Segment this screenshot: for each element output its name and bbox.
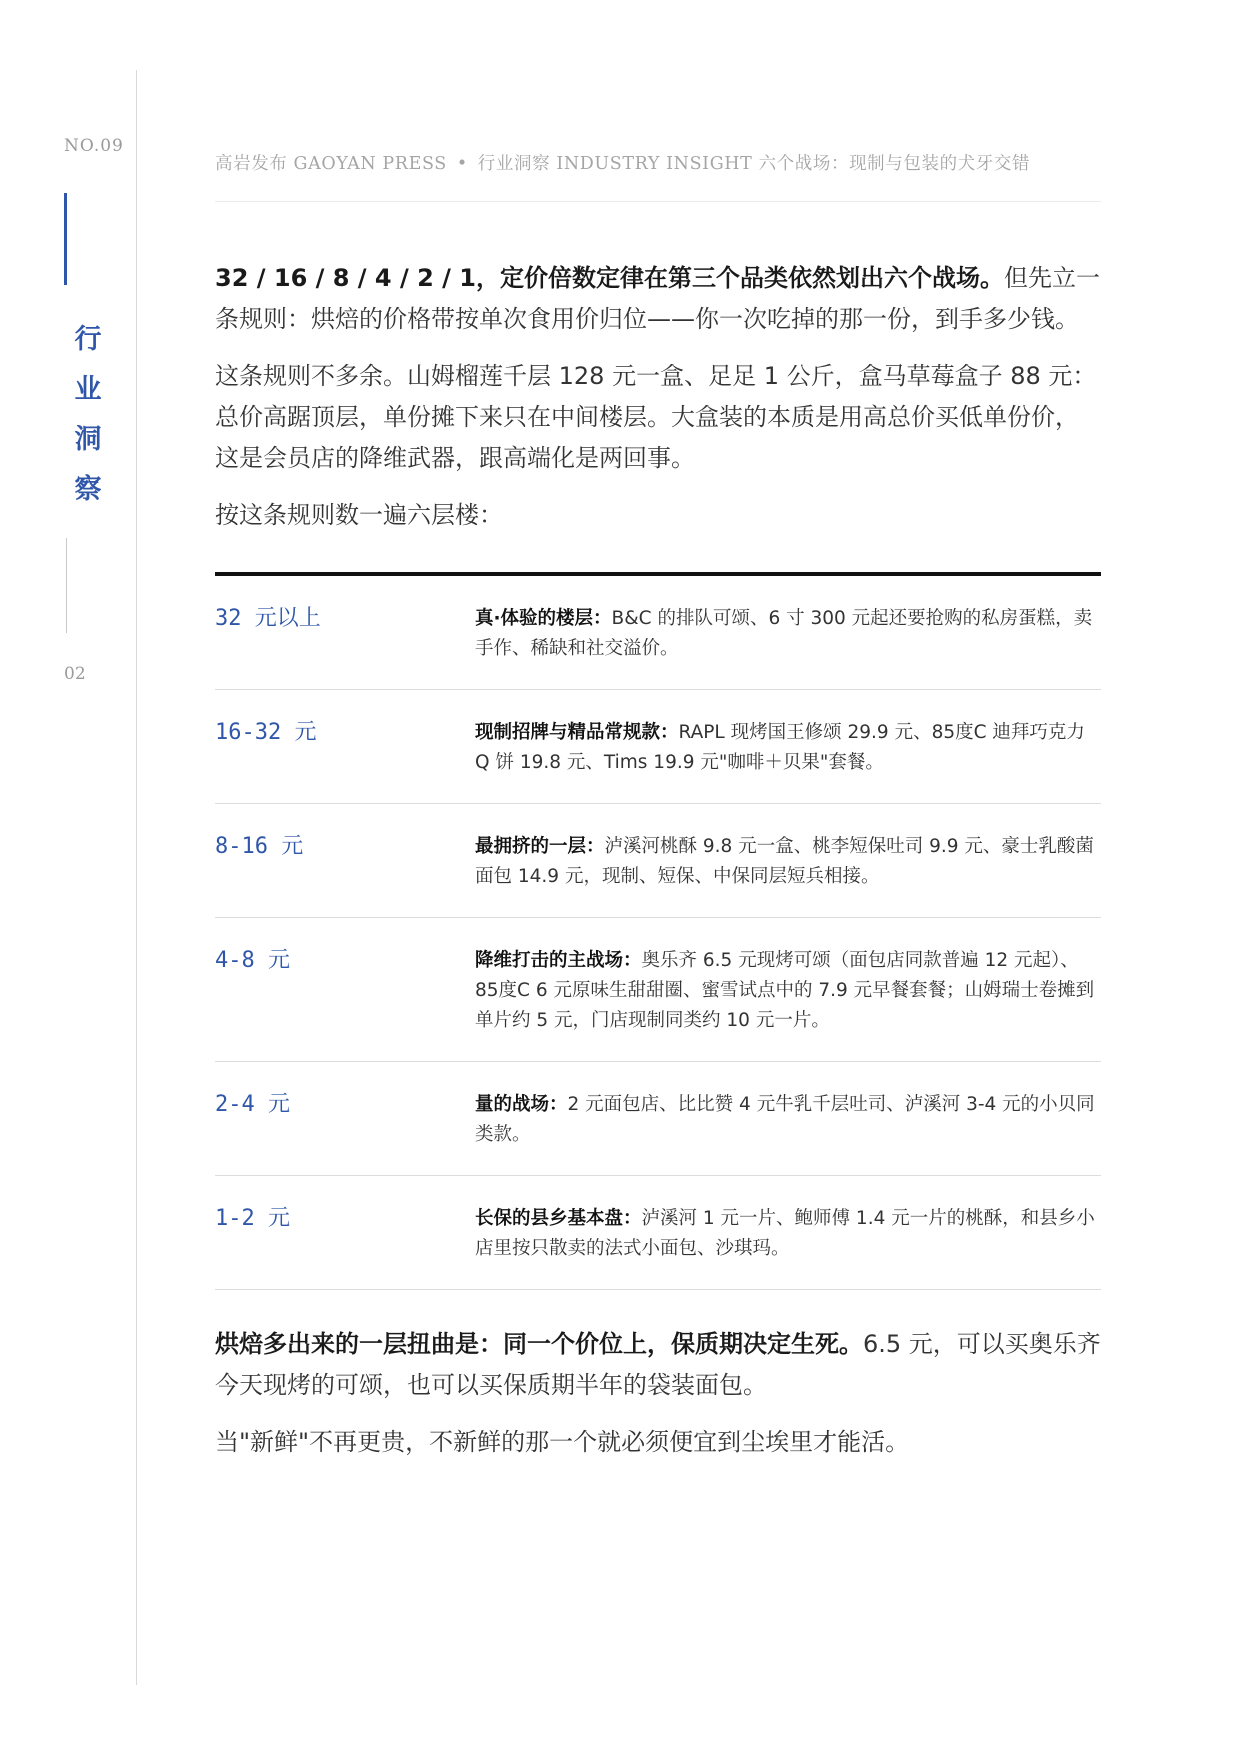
- article-body: [215, 258, 1101, 1479]
- section-char: 洞: [74, 424, 102, 455]
- accent-bar: [64, 193, 67, 285]
- page-margin-rule: [136, 70, 137, 1685]
- tier-description: [475, 718, 1101, 778]
- tier-text: 2 元面包店、比比赞 4 元牛乳千层吐司、泸溪河 3-4 元的小贝同类款。: [475, 1094, 1095, 1145]
- intro-paragraph: [215, 258, 1101, 340]
- tier-description: [475, 1204, 1101, 1264]
- section-char: 业: [74, 374, 102, 405]
- tier-row: [215, 1062, 1101, 1176]
- tier-row: [215, 690, 1101, 804]
- tier-price: 1-2 元: [215, 1206, 290, 1231]
- rule-paragraph: 这条规则不多余。山姆榴莲千层 128 元一盒、足足 1 公斤，盒马草莓盒子 88 元：总价高踞顶层，单份摊下来只在中间楼层。大盒装的本质是用高总价买低单份价，这是会员店的降维武器，跟高端化是两回事。: [215, 362, 1097, 472]
- divider-bar: [66, 538, 67, 633]
- price-tier-table: [215, 576, 1101, 1290]
- header-separator: •: [456, 154, 468, 174]
- tier-description: [475, 946, 1101, 1036]
- tier-row: [215, 1176, 1101, 1290]
- running-header: [215, 150, 1101, 175]
- tier-title: 最拥挤的一层：: [475, 836, 605, 857]
- tier-price: 8-16 元: [215, 834, 304, 859]
- tier-description: [475, 832, 1101, 892]
- tier-title: 现制招牌与精品常规款：: [475, 722, 679, 743]
- tier-text: 奥乐齐 6.5 元现烤可颂（面包店同款普遍 12 元起）、85度C 6 元原味生甜甜圈、蜜雪试点中的 7.9 元早餐套餐；山姆瑞士卷摊到单片约 5 元，门店现制同类约 10 元一片。: [475, 950, 1095, 1031]
- tier-text: B&C 的排队可颂、6 寸 300 元起还要抢购的私房蛋糕，卖手作、稀缺和社交溢价。: [475, 608, 1093, 659]
- tier-price: 32 元以上: [215, 606, 321, 631]
- section-label-vertical: [64, 315, 112, 515]
- closing-line: 当"新鲜"不再更贵，不新鲜的那一个就必须便宜到尘埃里才能活。: [215, 1428, 910, 1456]
- header-publisher: 高岩发布 GAOYAN PRESS: [215, 154, 447, 174]
- tier-row: [215, 918, 1101, 1062]
- tier-text: RAPL 现烤国王修颂 29.9 元、85度C 迪拜巧克力 Q 饼 19.8 元、Tims 19.9 元"咖啡＋贝果"套餐。: [475, 722, 1085, 773]
- header-topic: 六个战场：现制与包装的犬牙交错: [758, 154, 1031, 174]
- closing-paragraph: [215, 1324, 1101, 1406]
- tier-price: 4-8 元: [215, 948, 290, 973]
- closing-text: 6.5 元，可以买奥乐齐今天现烤的可颂，也可以买保质期半年的袋装面包。: [215, 1330, 1101, 1399]
- header-section: 行业洞察 INDUSTRY INSIGHT: [477, 154, 753, 174]
- tier-row: [215, 804, 1101, 918]
- section-char: 察: [74, 474, 102, 505]
- header-rule: [215, 201, 1101, 202]
- tier-price: 2-4 元: [215, 1092, 290, 1117]
- issue-number: NO.09: [64, 136, 124, 156]
- tier-title: 长保的县乡基本盘：: [475, 1208, 642, 1229]
- tier-description: [475, 604, 1101, 664]
- page-number: 02: [64, 664, 86, 684]
- closing-lead: 烘焙多出来的一层扭曲是：同一个价位上，保质期决定生死。: [215, 1330, 863, 1358]
- tier-title: 量的战场：: [475, 1094, 568, 1115]
- tier-price: 16-32 元: [215, 720, 317, 745]
- closing-section: [215, 1324, 1101, 1463]
- tier-description: [475, 1090, 1101, 1150]
- section-char: 行: [74, 324, 102, 355]
- intro-text: 但先立一条规则：烘焙的价格带按单次食用价归位——你一次吃掉的那一份，到手多少钱。: [215, 264, 1100, 333]
- tier-title: 真·体验的楼层：: [475, 608, 612, 629]
- tier-text: 泸溪河 1 元一片、鲍师傅 1.4 元一片的桃酥，和县乡小店里按只散卖的法式小面包、沙琪玛。: [475, 1208, 1095, 1259]
- tier-lead-in: 按这条规则数一遍六层楼：: [215, 501, 503, 529]
- intro-lead: 32 / 16 / 8 / 4 / 2 / 1，定价倍数定律在第三个品类依然划出六个战场。: [215, 264, 1004, 292]
- tier-title: 降维打击的主战场：: [475, 950, 642, 971]
- tier-text: 泸溪河桃酥 9.8 元一盒、桃李短保吐司 9.9 元、豪士乳酸菌面包 14.9 元，现制、短保、中保同层短兵相接。: [475, 836, 1094, 887]
- tier-row: [215, 576, 1101, 690]
